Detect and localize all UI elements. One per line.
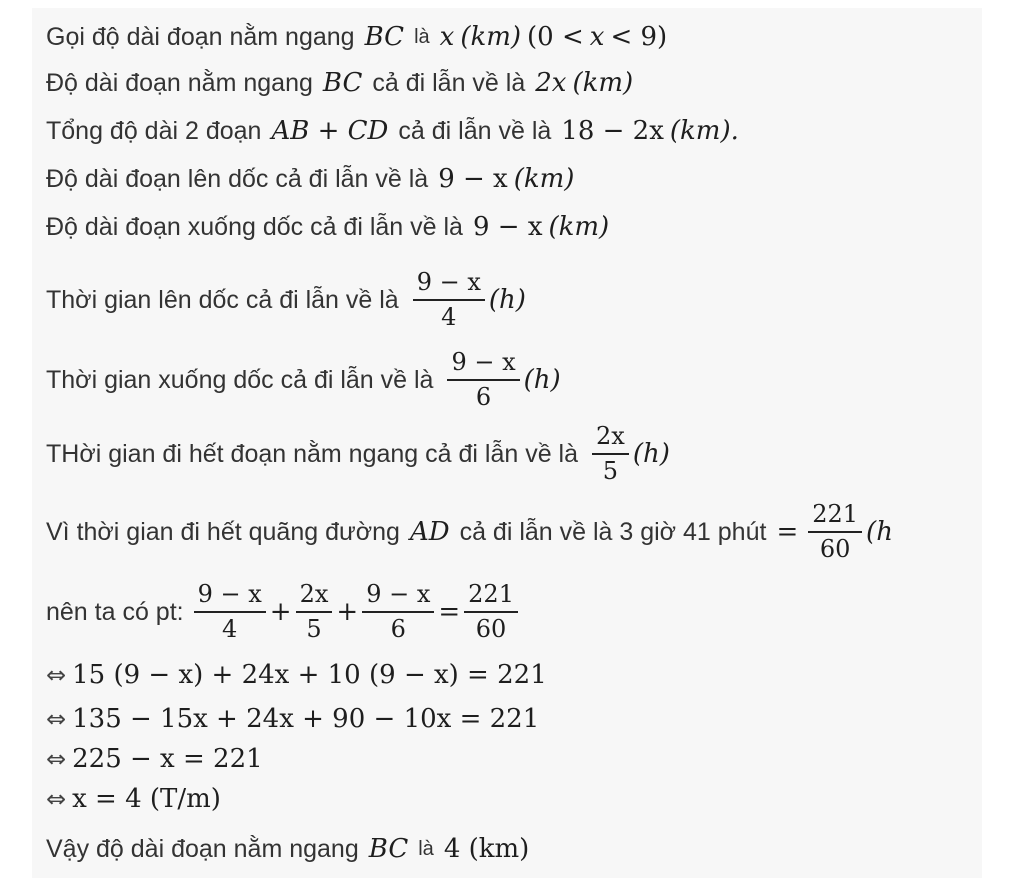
line-10-f3-numerator: 9 − x (362, 582, 434, 613)
line-1-x: x (439, 22, 455, 52)
line-3-tail: cả đi lẫn về là (398, 116, 552, 145)
line-3-text: Tổng độ dài 2 đoạn (46, 116, 262, 145)
line-10-fraction-2 (296, 582, 333, 642)
line-5-unit: (km) (548, 212, 610, 242)
solution-panel (32, 8, 982, 878)
line-8-denominator: 5 (602, 457, 619, 486)
line-15 (46, 834, 529, 864)
line-7-unit: (h) (523, 365, 561, 396)
line-2 (46, 68, 633, 98)
line-1-var: BC (364, 22, 405, 52)
line-2-var: BC (322, 68, 363, 98)
line-10-plus-1: + (269, 597, 292, 628)
line-10-plus-2: + (336, 597, 359, 628)
line-5 (46, 212, 609, 242)
line-3 (46, 116, 739, 146)
line-1 (46, 22, 667, 52)
line-9-var: AD (409, 517, 450, 548)
line-6-text: Thời gian lên dốc cả đi lẫn về là (46, 285, 399, 314)
line-1-la: là (414, 25, 430, 48)
line-9-denominator: 60 (819, 535, 851, 564)
line-14 (46, 784, 221, 814)
line-1-cond-open: (0 < (527, 22, 584, 52)
line-4 (46, 164, 574, 194)
line-8-fraction (592, 424, 629, 484)
line-10-fraction-3 (362, 582, 434, 642)
line-1-cond-close: < 9) (610, 22, 668, 52)
line-10-text: nên ta có pt: (46, 597, 184, 626)
line-1-text: Gọi độ dài đoạn nằm ngang (46, 22, 355, 51)
line-14-expr: x = 4 (T/m) (72, 784, 221, 814)
line-8-unit: (h) (632, 439, 670, 470)
line-7-numerator: 9 − x (447, 350, 519, 381)
line-2-tail: cả đi lẫn về là (372, 68, 526, 97)
line-10-f4-numerator: 221 (464, 582, 518, 613)
line-1-unit: (km) (460, 22, 522, 52)
line-12-expr: 135 − 15x + 24x + 90 − 10x = 221 (72, 704, 540, 734)
equivalence-arrow-icon: ⇔ (46, 745, 67, 773)
line-13-expr: 225 − x = 221 (72, 744, 263, 774)
line-15-expr: 4 (km) (443, 834, 530, 864)
line-5-expr: 9 − x (472, 212, 543, 242)
line-9-fraction (808, 502, 862, 562)
line-10-fraction-1 (194, 582, 266, 642)
line-9-numerator: 221 (808, 502, 862, 533)
line-7 (46, 350, 561, 410)
line-10-fraction-4 (464, 582, 518, 642)
equivalence-arrow-icon: ⇔ (46, 705, 67, 733)
line-8 (46, 424, 670, 484)
line-6-fraction (413, 270, 485, 330)
line-6-denominator: 4 (441, 303, 457, 332)
equivalence-arrow-icon: ⇔ (46, 785, 67, 813)
line-10-f1-numerator: 9 − x (194, 582, 266, 613)
line-10-f4-denominator: 60 (475, 615, 507, 644)
line-3-expr2: 18 − 2x (561, 116, 664, 146)
line-15-la: là (418, 837, 434, 860)
line-6-numerator: 9 − x (413, 270, 485, 301)
line-10 (46, 582, 522, 642)
equivalence-arrow-icon: ⇔ (46, 661, 67, 689)
line-15-text: Vậy độ dài đoạn nằm ngang (46, 834, 359, 863)
line-9-text: Vì thời gian đi hết quãng đường (46, 517, 400, 546)
line-6 (46, 270, 526, 330)
line-5-text: Độ dài đoạn xuống dốc cả đi lẫn về là (46, 212, 463, 241)
line-10-f3-denominator: 6 (390, 615, 406, 644)
line-8-text: THời gian đi hết đoạn nằm ngang cả đi lẫn về là (46, 439, 579, 468)
line-2-unit: (km) (572, 68, 634, 98)
line-7-denominator: 6 (475, 383, 492, 412)
line-11-expr: 15 (9 − x) + 24x + 10 (9 − x) = 221 (72, 660, 547, 690)
line-4-unit: (km) (513, 164, 575, 194)
line-3-unit: (km). (669, 116, 739, 146)
line-9-eq: = (776, 517, 799, 548)
line-9-tail: cả đi lẫn về là 3 giờ 41 phút (459, 517, 767, 546)
line-12 (46, 704, 539, 734)
line-10-equals: = (438, 597, 461, 628)
line-15-var: BC (368, 834, 409, 864)
line-9 (46, 502, 893, 562)
line-3-expr1: AB + CD (271, 116, 389, 146)
line-10-f2-numerator: 2x (296, 582, 333, 613)
line-10-f1-denominator: 4 (222, 615, 238, 644)
line-4-expr: 9 − x (438, 164, 508, 194)
line-9-unit: (h (866, 517, 893, 548)
line-7-text: Thời gian xuống dốc cả đi lẫn về là (46, 365, 434, 394)
line-7-fraction (447, 350, 519, 410)
line-10-f2-denominator: 5 (306, 615, 322, 644)
line-2-expr: 2x (535, 68, 567, 98)
line-6-unit: (h) (488, 285, 526, 316)
line-2-text: Độ dài đoạn nằm ngang (46, 68, 313, 97)
line-4-text: Độ dài đoạn lên dốc cả đi lẫn về là (46, 164, 429, 193)
line-13 (46, 744, 263, 774)
line-1-cond-x: x (589, 22, 605, 52)
line-11 (46, 660, 547, 690)
line-8-numerator: 2x (592, 424, 629, 455)
